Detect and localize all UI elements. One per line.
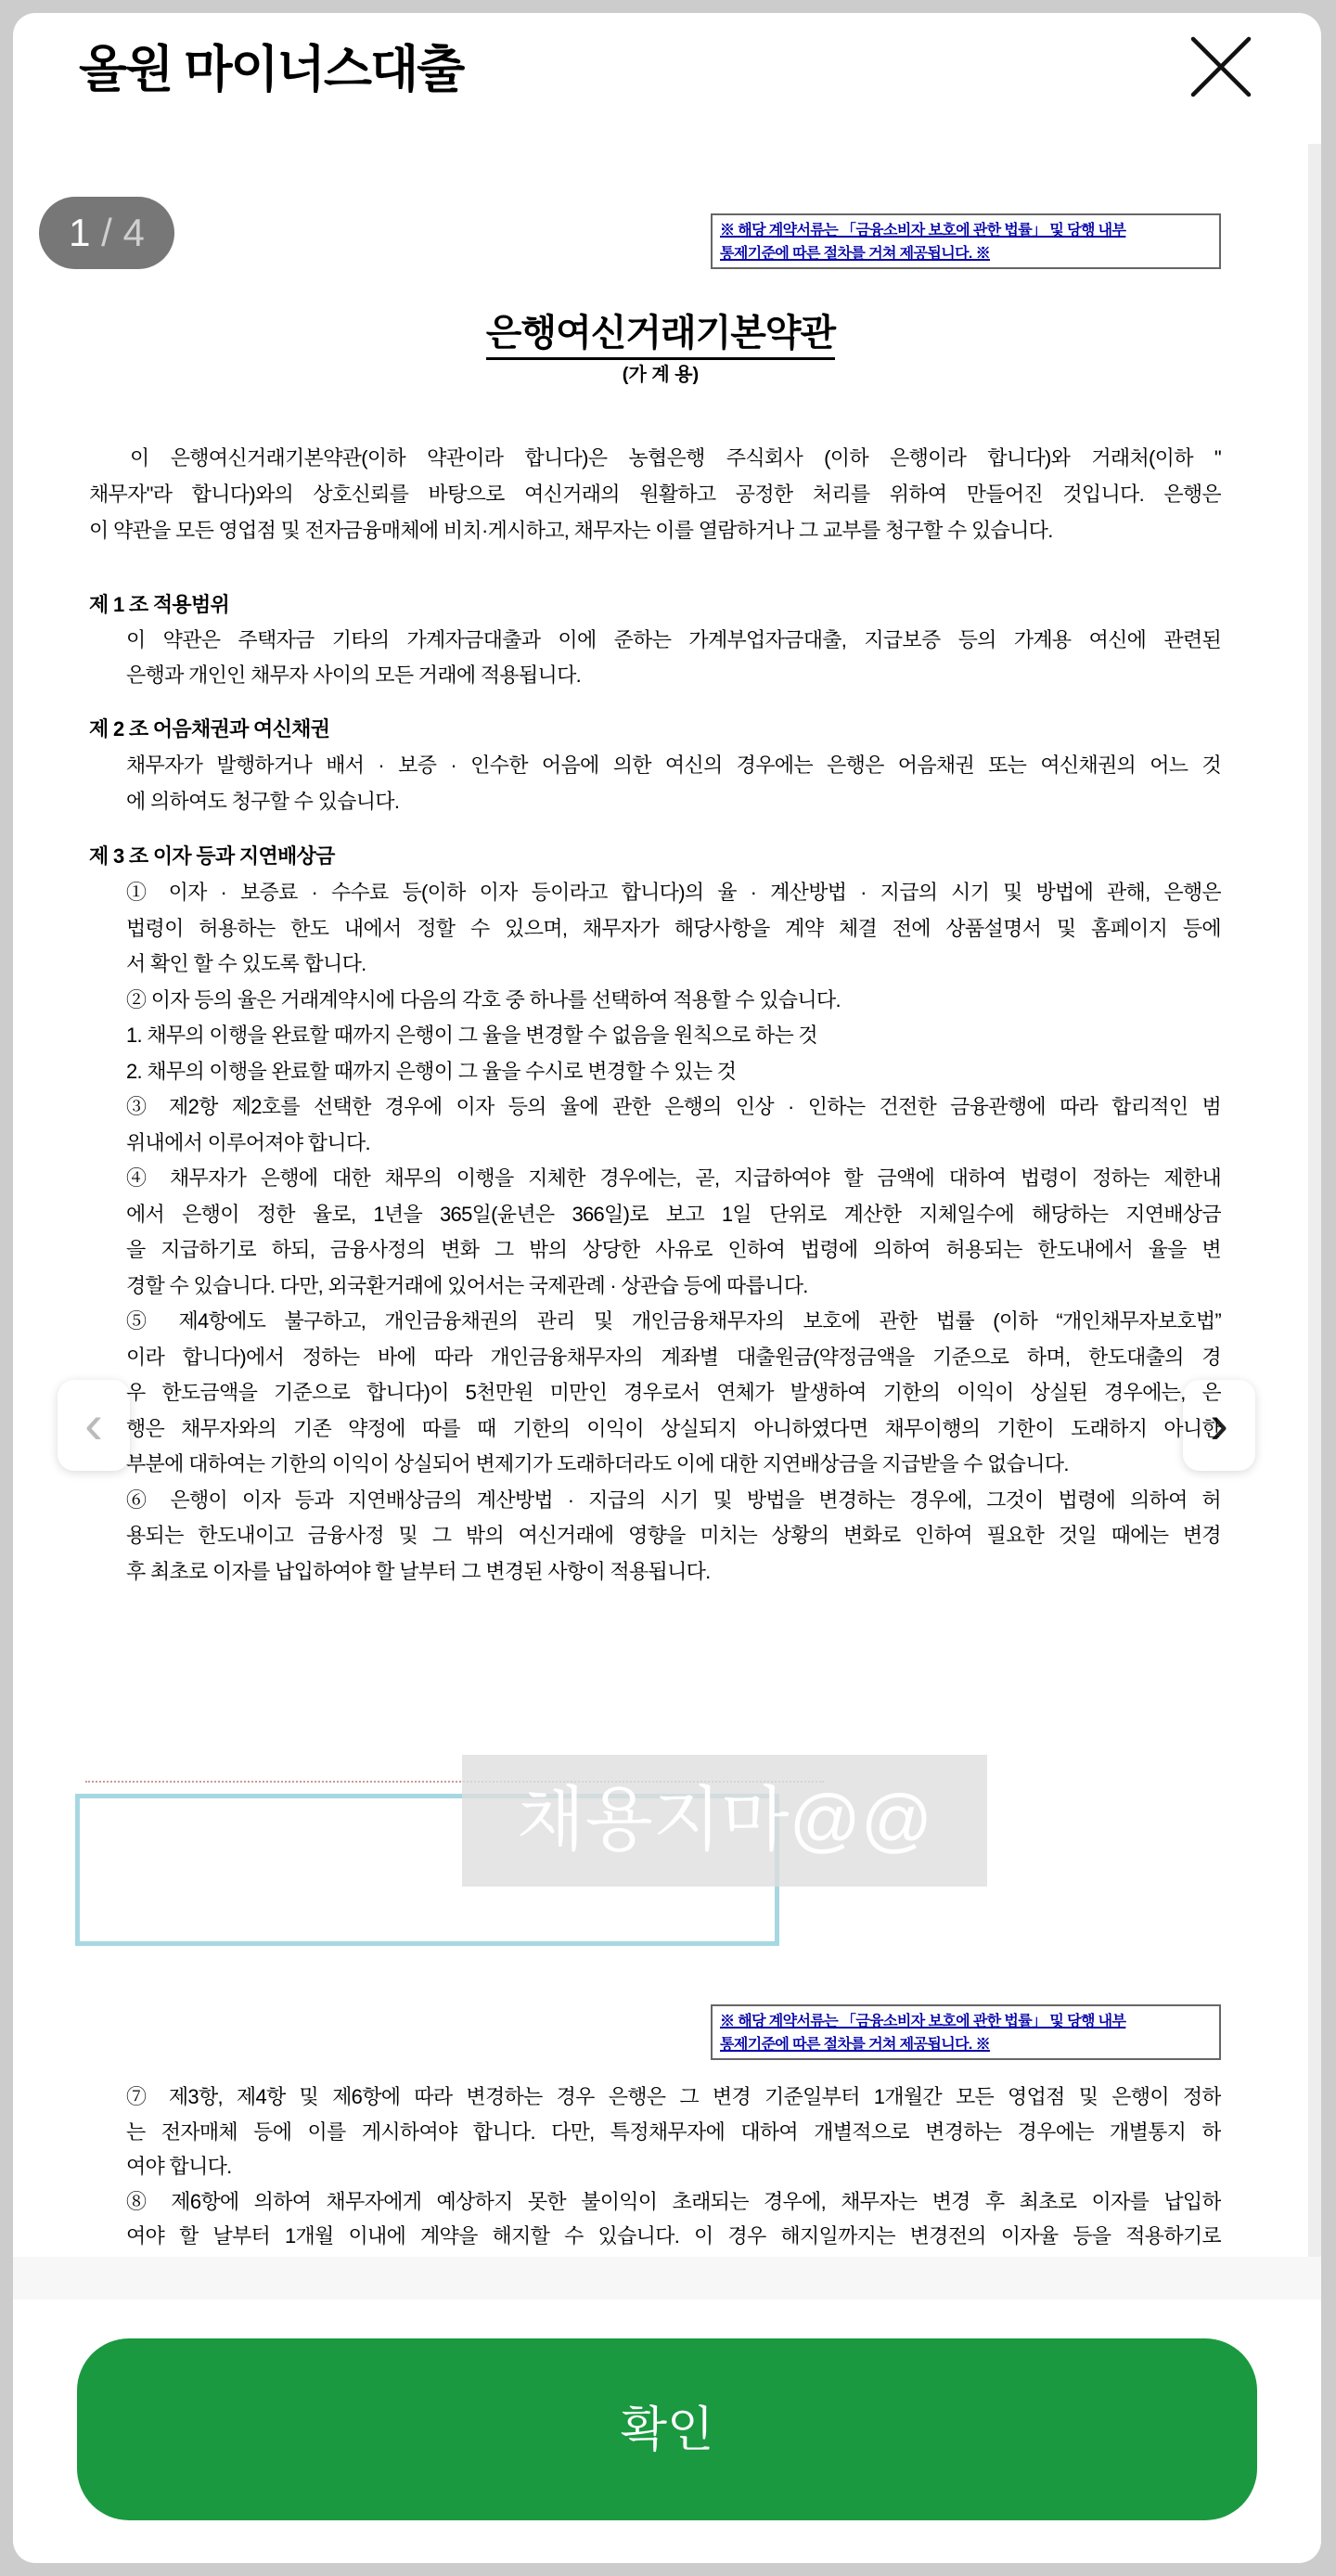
document-line: ④ 채무자가 은행에 대한 채무의 이행을 지체한 경우에는, 곧, 지급하여야 할 금액에 대하여 법령이 정하는 제한내 <box>126 1166 1221 1190</box>
document-line: 1. 채무의 이행을 완료할 때까지 은행이 그 율을 변경할 수 없음을 원칙으로 하는 것 <box>126 1024 817 1047</box>
continued-line: ⑧ 제6항에 의하여 채무자에게 예상하지 못한 불이익이 초래되는 경우에, 채무자는 변경 후 최초로 이자를 납입하 <box>126 2189 1221 2213</box>
intro-line: 이 약관을 모든 영업점 및 전자금융매체에 비치·게시하고, 채무자는 이를 열람하거나 그 교부를 청구할 수 있습니다. <box>89 519 1053 542</box>
prev-page-button[interactable] <box>58 1380 130 1471</box>
close-button[interactable] <box>1188 33 1254 100</box>
page-indicator <box>39 197 174 269</box>
document-line: 을 지급하기로 하되, 금융사정의 변화 그 밖의 상당한 사유로 인하여 법령에 의하여 허용되는 한도내에서 율을 변 <box>126 1238 1221 1261</box>
page-separator: / <box>101 211 112 254</box>
document-line: ② 이자 등의 율은 거래계약시에 다음의 각호 중 하나를 선택하여 적용할 수 있습니다. <box>126 987 841 1011</box>
document-line: 은행과 개인인 채무자 사이의 모든 거래에 적용됩니다. <box>126 663 582 687</box>
document-line: 이라 합니다)에서 정하는 바에 따라 개인금융채무자의 계좌별 대출원금(약정금액을 기준으로 하며, 한도대출의 경 <box>126 1345 1221 1369</box>
document-subtitle: (가 계 용) <box>622 365 700 385</box>
document-title-text: 은행여신거래기본약관 <box>486 313 835 360</box>
notice-box-2 <box>711 2004 1221 2060</box>
document-line: 후 최초로 이자를 납입하여야 할 날부터 그 변경된 사항이 적용됩니다. <box>126 1559 711 1583</box>
notice-line-2: 통제기준에 따른 절차를 거쳐 제공됩니다. ※ <box>720 2037 991 2053</box>
continued-line: 는 전자매체 등에 이를 게시하여야 합니다. 다만, 특정채무자에 대하여 개별적으로 변경하는 경우에는 개별통지 하 <box>126 2119 1221 2144</box>
document-line: 채무자가 발행하거나 배서 · 보증 · 인수한 어음에 의한 여신의 경우에는 은행은 어음채권 또는 여신채권의 어느 것 <box>126 753 1221 777</box>
footer-divider <box>13 2257 1321 2299</box>
continued-line: 여야 할 날부터 1개월 이내에 계약을 해지할 수 있습니다. 이 경우 해지일까지는 변경전의 이자율 등을 적용하기로 <box>126 2224 1221 2248</box>
document-line: 경할 수 있습니다. 다만, 외국환거래에 있어서는 국제관례 · 상관습 등에 따릅니다. <box>126 1273 808 1297</box>
continued-line: ⑦ 제3항, 제4항 및 제6항에 따라 변경하는 경우 은행은 그 변경 기준일부터 1개월간 모든 영업점 및 은행이 정하 <box>126 2085 1221 2108</box>
chevron-left-icon: ‹ <box>84 1393 103 1455</box>
terms-modal <box>13 13 1321 2563</box>
article-heading: 제 2 조 어음채권과 여신채권 <box>89 717 330 741</box>
document-line: 에서 은행이 정한 율로, 1년을 365일(윤년은 366일)로 보고 1일 단위로 계산한 지체일수에 해당하는 지연배상금 <box>126 1202 1221 1226</box>
document-line: 법령이 허용하는 한도 내에서 정할 수 있으며, 채무자가 해당사항을 계약 체결 전에 상품설명서 및 홈페이지 등에 <box>126 916 1221 940</box>
notice-line-1: ※ 해당 계약서류는 「금융소비자 보호에 관한 법률」 및 당행 내부 <box>720 2014 1126 2029</box>
article-heading: 제 1 조 적용범위 <box>89 593 230 616</box>
watermark: 채용지마@@ <box>462 1755 987 1887</box>
intro-line: 채무자"라 합니다)와의 상호신뢰를 바탕으로 여신거래의 원활하고 공정한 처리를 위하여 만들어진 것입니다. 은행은 <box>89 483 1221 506</box>
document-line: 용되는 한도내이고 금융사정 및 그 밖의 여신거래에 영향을 미치는 상황의 변화로 인하여 필요한 것일 때에는 변경 <box>126 1524 1221 1547</box>
modal-title: 올원 마이너스대출 <box>79 42 464 97</box>
document-line: 행은 채무자와의 기존 약정에 따를 때 기한의 이익이 상실되지 아니하였다면 채무이행의 기한이 도래하지 아니한 <box>126 1416 1221 1440</box>
document-line: 이 약관은 주택자금 기타의 가계자금대출과 이에 준하는 가계부업자금대출, 지급보증 등의 가계용 여신에 관련된 <box>126 628 1221 651</box>
notice-line-1: ※ 해당 계약서류는 「금융소비자 보호에 관한 법률」 및 당행 내부 <box>720 223 1126 238</box>
article-heading: 제 3 조 이자 등과 지연배상금 <box>89 844 335 868</box>
document-line: 에 의하여도 청구할 수 있습니다. <box>126 790 400 813</box>
confirm-button[interactable]: 확인 <box>77 2338 1257 2520</box>
document-line: ③ 제2항 제2호를 선택한 경우에 이자 등의 율에 관한 은행의 인상 · 인하는 건전한 금융관행에 따라 합리적인 범 <box>126 1095 1221 1118</box>
current-page: 1 <box>69 211 91 254</box>
total-pages: 4 <box>122 211 145 254</box>
document-line: 서 확인 할 수 있도록 합니다. <box>126 952 366 975</box>
document-line: 우 한도금액을 기준으로 합니다)이 5천만원 미만인 경우로서 연체가 발생하여 기한의 이익이 상실된 경우에는, 은 <box>126 1381 1221 1404</box>
document-title <box>13 303 1308 356</box>
document-line: ⑤ 제4항에도 불구하고, 개인금융채권의 관리 및 개인금융채무자의 보호에 관한 법률 (이하 “개인채무자보호법” <box>126 1309 1221 1333</box>
chevron-right-icon: › <box>1210 1393 1228 1455</box>
document-line: 위내에서 이루어져야 합니다. <box>126 1130 370 1154</box>
document-line: ⑥ 은행이 이자 등과 지연배상금의 계산방법 · 지급의 시기 및 방법을 변경하는 경우에, 그것이 법령에 의하여 허 <box>126 1488 1221 1512</box>
document-line: 부분에 대하여는 기한의 이익이 상실되어 변제기가 도래하더라도 이에 대한 지연배상금을 지급받을 수 없습니다. <box>126 1452 1069 1475</box>
notice-box <box>711 213 1221 269</box>
document-scrollbar[interactable] <box>1308 144 1321 2257</box>
document-viewer[interactable] <box>13 144 1308 2257</box>
intro-line: 이 은행여신거래기본약관(이하 약관이라 합니다)은 농협은행 주식회사 (이하 은행이라 합니다)와 거래처(이하 " <box>130 446 1221 470</box>
continued-line: 여야 합니다. <box>126 2155 232 2178</box>
notice-line-2: 통제기준에 따른 절차를 거쳐 제공됩니다. ※ <box>720 246 991 262</box>
document-line: 2. 채무의 이행을 완료할 때까지 은행이 그 율을 수시로 변경할 수 있는 것 <box>126 1059 737 1083</box>
close-icon <box>1188 33 1254 100</box>
document-line: ① 이자 · 보증료 · 수수료 등(이하 이자 등이라고 합니다)의 율 · 계산방법 · 지급의 시기 및 방법에 관해, 은행은 <box>126 881 1221 904</box>
